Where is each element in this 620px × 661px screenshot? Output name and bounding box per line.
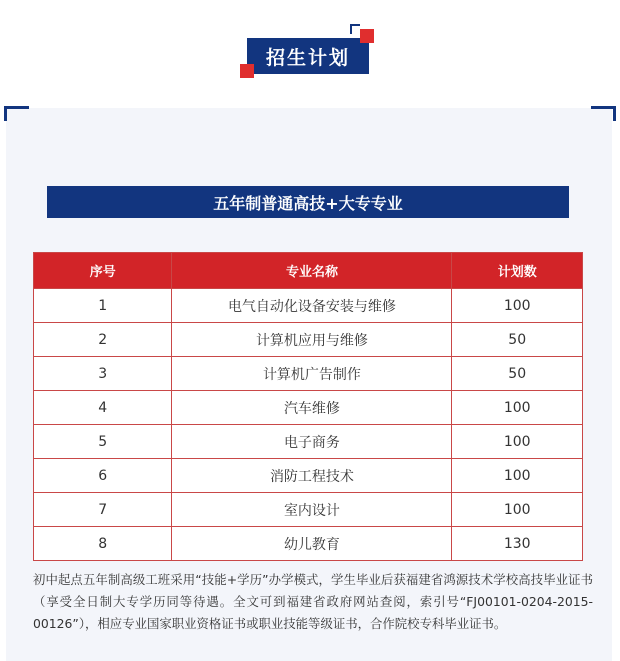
decorative-corner bbox=[591, 106, 616, 121]
table-cell: 汽车维修 bbox=[172, 391, 452, 425]
table-cell: 电子商务 bbox=[172, 425, 452, 459]
table-row bbox=[34, 527, 583, 561]
page-title: 招生计划 bbox=[247, 38, 369, 74]
column-header: 序号 bbox=[34, 253, 172, 289]
table-cell: 100 bbox=[452, 459, 583, 493]
table-cell: 幼儿教育 bbox=[172, 527, 452, 561]
table-cell: 室内设计 bbox=[172, 493, 452, 527]
table-cell: 消防工程技术 bbox=[172, 459, 452, 493]
table-cell: 100 bbox=[452, 391, 583, 425]
table-cell: 100 bbox=[452, 425, 583, 459]
table-row bbox=[34, 323, 583, 357]
enrollment-table bbox=[33, 252, 583, 561]
table-cell: 电气自动化设备安装与维修 bbox=[172, 289, 452, 323]
table-header-row bbox=[34, 253, 583, 289]
table-row bbox=[34, 289, 583, 323]
decorative-corner bbox=[4, 106, 29, 121]
table-cell: 5 bbox=[34, 425, 172, 459]
table-cell: 100 bbox=[452, 493, 583, 527]
table-cell: 1 bbox=[34, 289, 172, 323]
decorative-square bbox=[360, 29, 374, 43]
column-header: 计划数 bbox=[452, 253, 583, 289]
table-cell: 50 bbox=[452, 323, 583, 357]
decorative-corner bbox=[350, 24, 360, 34]
section-title: 五年制普通高技+大专专业 bbox=[47, 186, 569, 218]
table-cell: 100 bbox=[452, 289, 583, 323]
decorative-square bbox=[240, 64, 254, 78]
table-cell: 50 bbox=[452, 357, 583, 391]
header-badge bbox=[0, 0, 620, 100]
table-cell: 计算机应用与维修 bbox=[172, 323, 452, 357]
table-cell: 4 bbox=[34, 391, 172, 425]
table-row bbox=[34, 391, 583, 425]
table-cell: 8 bbox=[34, 527, 172, 561]
table-cell: 计算机广告制作 bbox=[172, 357, 452, 391]
table-row bbox=[34, 425, 583, 459]
table-cell: 6 bbox=[34, 459, 172, 493]
column-header: 专业名称 bbox=[172, 253, 452, 289]
table-cell: 3 bbox=[34, 357, 172, 391]
table-row bbox=[34, 357, 583, 391]
table-cell: 7 bbox=[34, 493, 172, 527]
table-cell: 130 bbox=[452, 527, 583, 561]
table-row bbox=[34, 459, 583, 493]
table-cell: 2 bbox=[34, 323, 172, 357]
table-row bbox=[34, 493, 583, 527]
footnote-text: 初中起点五年制高级工班采用“技能+学历”办学模式，学生毕业后获福建省鸿源技术学校高技毕业证书（享受全日制大专学历同等待遇。全文可到福建省政府网站查阅，索引号“FJ00101-0204-2015-00126”），相应专业国家职业资格证书或职业技能等级证书，合作院校专科毕业证书。 bbox=[33, 572, 593, 631]
